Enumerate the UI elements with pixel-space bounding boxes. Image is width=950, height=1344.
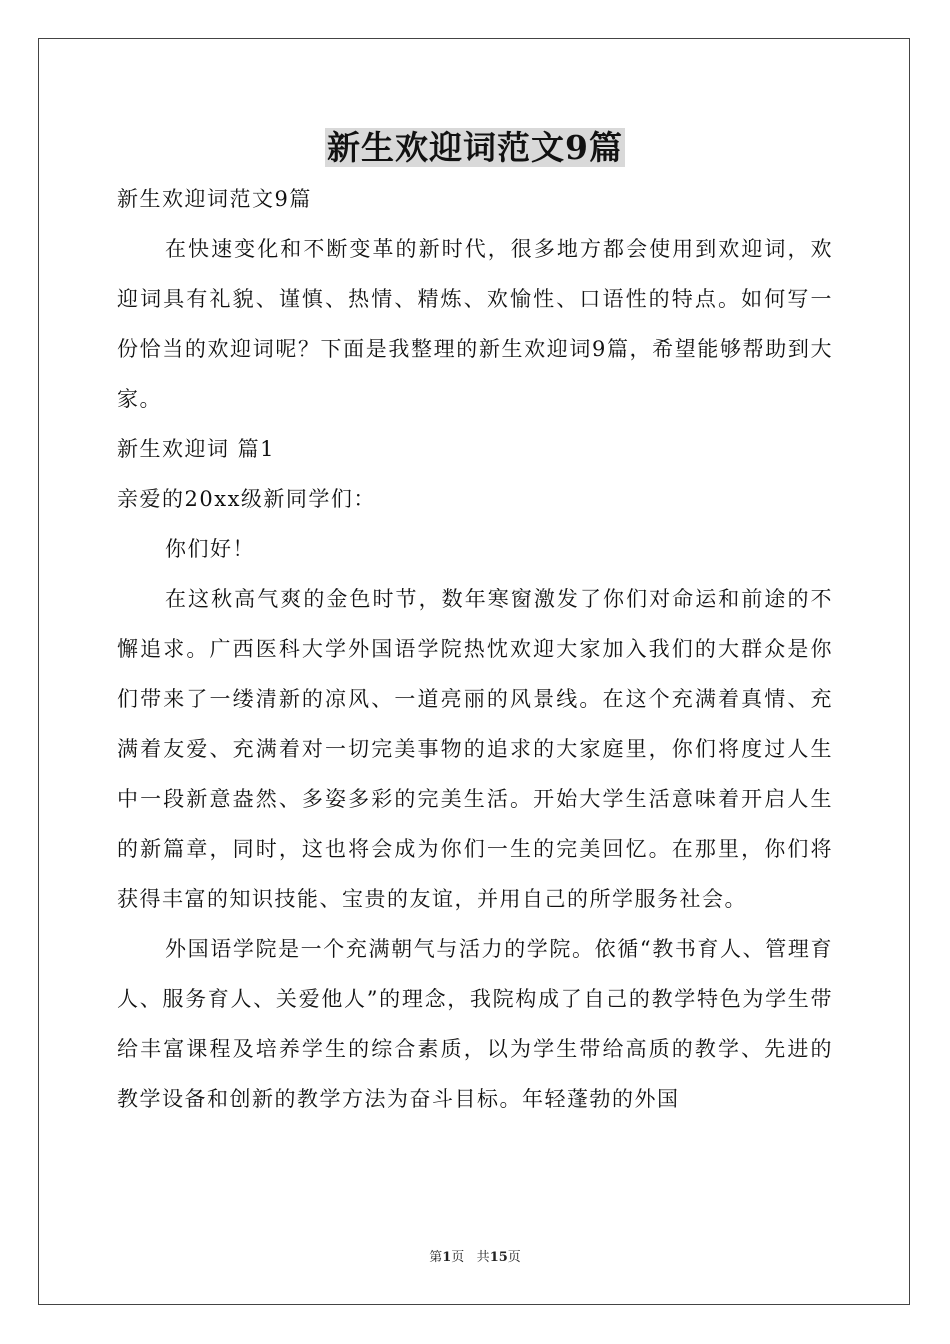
subtitle-line: 新生欢迎词范文9篇 [117, 187, 312, 211]
total-prefix: 共 [476, 1250, 490, 1265]
body-paragraph: 在这秋高气爽的金色时节，数年寒窗激发了你们对命运和前途的不懈追求。广西医科大学外国语学院热忱欢迎大家加入我们的大群众是你们带来了一缕清新的凉风、一道亮丽的风景线。在这个充满着真情、充满着友爱、充满着对一切完美事物的追求的大家庭里，你们将度过人生中一段新意盎然、多姿多彩的完美生活。开始大学生活意味着开启人生的新篇章，同时，这也将会成为你们一生的完美回忆。在那里，你们将获得丰富的知识技能、宝贵的友谊，并用自己的所学服务社会。 [117, 587, 833, 911]
page-number: 1 [442, 1250, 452, 1265]
total-pages: 15 [489, 1250, 508, 1265]
total-suffix: 页 [507, 1250, 521, 1265]
body-paragraph: 外国语学院是一个充满朝气与活力的学院。依循“教书育人、管理育人、服务育人、关爱他人”的理念，我院构成了自己的教学特色为学生带给丰富课程及培养学生的综合素质，以为学生带给高质的教学、先进的教学设备和创新的教学方法为奋斗目标。年轻蓬勃的外国 [117, 937, 833, 1111]
intro-paragraph: 在快速变化和不断变革的新时代，很多地方都会使用到欢迎词，欢迎词具有礼貌、谨慎、热情、精炼、欢愉性、口语性的特点。如何写一份恰当的欢迎词呢？下面是我整理的新生欢迎词9篇，希望能够帮助到大家。 [117, 237, 833, 411]
document-title [0, 122, 950, 174]
page-prefix: 第 [429, 1250, 443, 1265]
section-heading: 新生欢迎词 篇1 [117, 437, 276, 461]
document-body [117, 174, 833, 1124]
salutation: 亲爱的20xx级新同学们： [117, 487, 376, 511]
greeting: 你们好！ [165, 537, 255, 561]
document-title-text: 新生欢迎词范文9篇 [327, 128, 623, 167]
page-suffix: 页 [451, 1250, 465, 1265]
page-footer [0, 1246, 950, 1265]
